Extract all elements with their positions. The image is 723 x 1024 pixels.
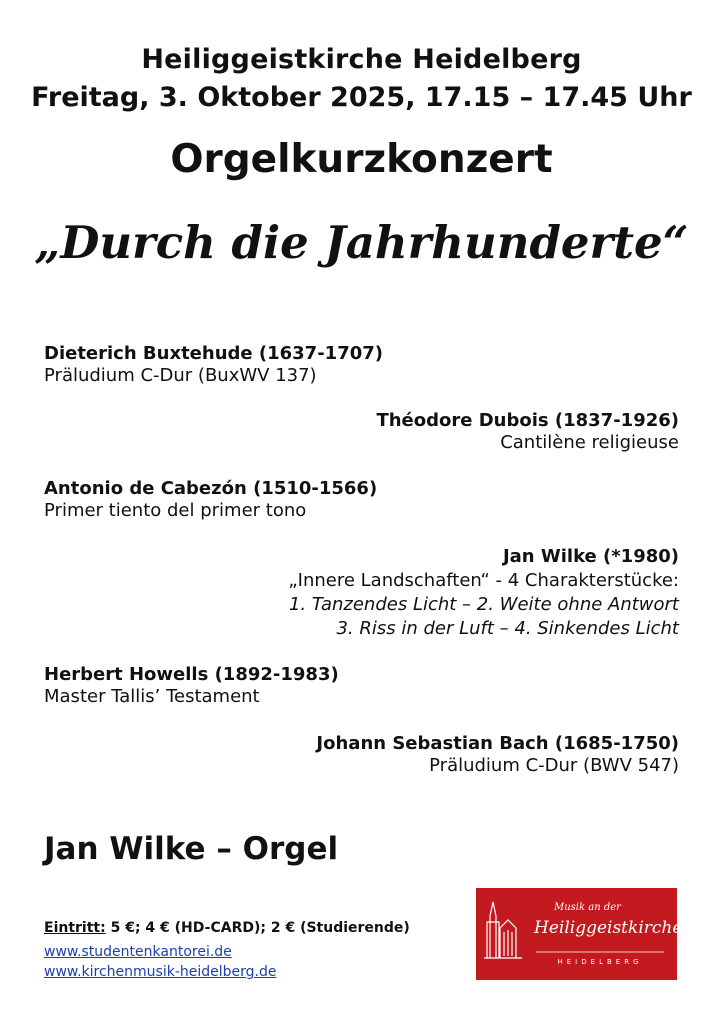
admission-prices: 5 €; 4 € (HD-CARD); 2 € (Studierende) xyxy=(105,920,410,936)
work: „Innere Landschaften“ - 4 Charakterstücke: xyxy=(288,570,679,591)
event-type: Orgelkurzkonzert xyxy=(170,137,553,182)
link-list xyxy=(44,942,276,982)
work: Präludium C-Dur (BWV 547) xyxy=(429,755,679,776)
composer: Johann Sebastian Bach (1685-1750) xyxy=(316,733,679,754)
admission-label: Eintritt: xyxy=(44,920,106,936)
church-music-logo xyxy=(476,888,683,980)
work: Primer tiento del primer tono xyxy=(44,500,307,521)
program-item-wilke xyxy=(288,545,679,641)
event-date: Freitag, 3. Oktober 2025, 17.15 – 17.45 Uhr xyxy=(31,82,692,113)
movements: 3. Riss in der Luft – 4. Sinkendes Licht xyxy=(336,618,679,639)
work: Master Tallis’ Testament xyxy=(44,686,260,707)
program-item-cabezon xyxy=(44,478,377,522)
performer: Jan Wilke – Orgel xyxy=(44,831,339,867)
composer: Antonio de Cabezón (1510-1566) xyxy=(44,478,378,499)
program-item-dubois xyxy=(376,410,679,454)
church-name: Heiliggeistkirche Heidelberg xyxy=(141,44,582,75)
link-kirchenmusik[interactable]: www.kirchenmusik-heidelberg.de xyxy=(44,964,277,980)
composer: Jan Wilke (*1980) xyxy=(502,546,679,567)
link-studentenkantorei[interactable]: www.studentenkantorei.de xyxy=(44,944,232,960)
composer: Dieterich Buxtehude (1637-1707) xyxy=(44,343,383,364)
program-item-howells xyxy=(44,664,339,708)
work: Präludium C-Dur (BuxWV 137) xyxy=(44,365,317,386)
program-item-buxtehude xyxy=(44,343,383,387)
composer: Herbert Howells (1892-1983) xyxy=(44,664,339,685)
composer: Théodore Dubois (1837-1926) xyxy=(376,410,679,431)
concert-motto: „Durch die Jahrhunderte“ xyxy=(34,216,689,269)
admission-info xyxy=(44,918,410,938)
movements: 1. Tanzendes Licht – 2. Weite ohne Antwort xyxy=(288,594,679,615)
logo-script-large: Heiliggeistkirche xyxy=(534,918,683,938)
work: Cantilène religieuse xyxy=(500,432,679,453)
logo-city: HEIDELBERG xyxy=(557,958,643,966)
logo-script-small: Musik an der xyxy=(554,902,621,913)
program-item-bach xyxy=(316,733,679,777)
